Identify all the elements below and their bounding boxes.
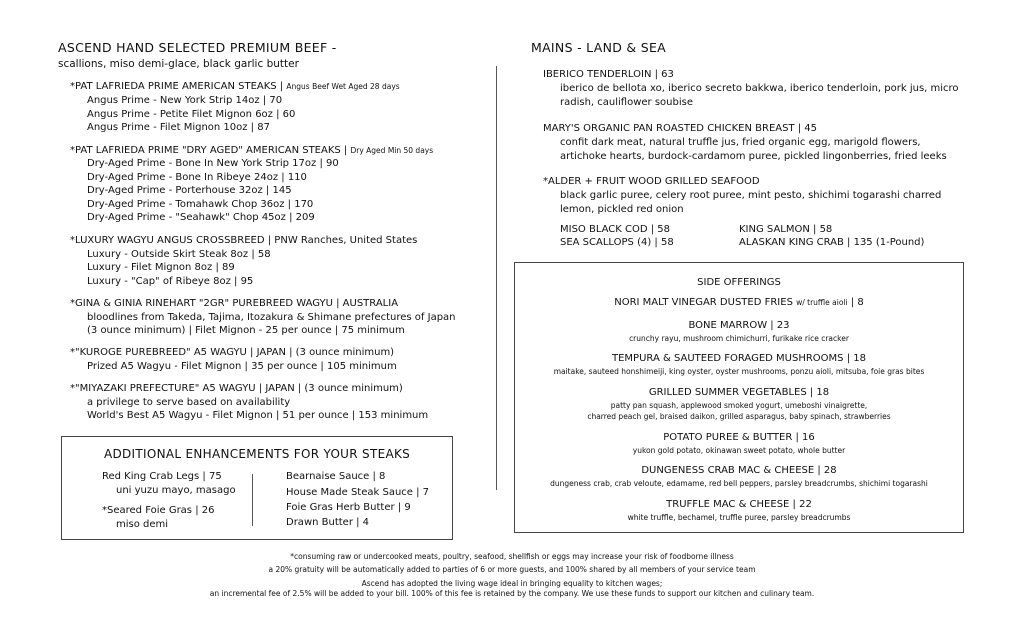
seafood-item: SEA SCALLOPS (4) | 58 [560,237,674,248]
footer-note: Ascend has adopted the living wage ideal in bringing equality to kitchen wages; [361,579,663,588]
footer-note: a 20% gratuity will be automatically added to parties of 6 or more guests, and 100% shared by all members of your service team [268,565,756,574]
main-item-desc: confit dark meat, natural truffle jus, fried organic egg, marigold flowers, [560,137,921,148]
enhancement-desc: uni yuzu mayo, masago [116,485,236,496]
main-item-desc: radish, cauliflower soubise [560,97,693,108]
enhancement-desc: miso demi [116,519,169,530]
mains-title: MAINS - LAND & SEA [531,40,667,55]
beef-item: Dry-Aged Prime - "Seahawk" Chop 45oz | 209 [87,212,315,223]
sides-title: SIDE OFFERINGS [697,277,781,288]
side-item-name: POTATO PUREE & BUTTER | 16 [663,432,815,443]
beef-item: Angus Prime - Petite Filet Mignon 6oz | 60 [87,109,296,120]
column-divider [496,66,497,490]
enhancements-title: ADDITIONAL ENHANCEMENTS FOR YOUR STEAKS [103,447,411,461]
beef-item: World's Best A5 Wagyu - Filet Mignon | 51 per ounce | 153 minimum [87,410,429,421]
main-item-desc: lemon, pickled red onion [560,204,684,215]
beef-item: (3 ounce minimum) | Filet Mignon - 25 per ounce | 75 minimum [87,325,405,336]
beef-item: Dry-Aged Prime - Porterhouse 32oz | 145 [87,185,292,196]
beef-item: Luxury - "Cap" of Ribeye 8oz | 95 [87,276,254,287]
enhancement-item: Red King Crab Legs | 75 [102,471,222,482]
side-item-name: TEMPURA & SAUTEED FORAGED MUSHROOMS | 18 [612,353,866,364]
beef-group-heading: *LUXURY WAGYU ANGUS CROSSBREED | PNW Ranches, United States [70,235,418,246]
side-item-name: TRUFFLE MAC & CHEESE | 22 [666,499,812,510]
main-item-desc: iberico de bellota xo, iberico secreto bakkwa, iberico tenderloin, pork jus, micro [560,83,959,94]
main-item-name: *ALDER + FRUIT WOOD GRILLED SEAFOOD [543,176,760,187]
main-item-name: IBERICO TENDERLOIN | 63 [543,69,674,80]
side-item-name: NORI MALT VINEGAR DUSTED FRIES w/ truffle aioli | 8 [614,297,864,308]
side-item-desc: dungeness crab, crab veloute, edamame, red bell peppers, parsley breadcrumbs, shichimi togarashi [550,479,928,488]
enhancement-item: *Seared Foie Gras | 26 [102,505,215,516]
beef-subtitle: scallions, miso demi-glace, black garlic butter [58,58,299,70]
beef-item: Luxury - Outside Skirt Steak 8oz | 58 [87,249,271,260]
seafood-item: MISO BLACK COD | 58 [560,224,671,235]
seafood-item: ALASKAN KING CRAB | 135 (1-Pound) [739,237,925,248]
main-item-desc: artichoke hearts, burdock-cardamom puree, pickled lingonberries, fried leeks [560,151,947,162]
enhancements-divider [252,474,253,526]
main-item-desc: black garlic puree, celery root puree, mint pesto, shichimi togarashi charred [560,190,942,201]
beef-item: Prized A5 Wagyu - Filet Mignon | 35 per ounce | 105 minimum [87,361,397,372]
beef-group-heading: *"KUROGE PUREBREED" A5 WAGYU | JAPAN | (3 ounce minimum) [70,347,395,358]
beef-item: bloodlines from Takeda, Tajima, Itozakura & Shimane prefectures of Japan [87,312,456,323]
main-item-name: MARY'S ORGANIC PAN ROASTED CHICKEN BREAST | 45 [543,123,818,134]
side-item-desc: maitake, sauteed honshimeiji, king oyster, oyster mushrooms, ponzu aioli, mitsuba, foie gras bites [553,367,925,376]
side-item-name: GRILLED SUMMER VEGETABLES | 18 [648,387,830,398]
beef-item: Dry-Aged Prime - Bone In New York Strip 17oz | 90 [87,158,339,169]
beef-group-heading: *PAT LAFRIEDA PRIME "DRY AGED" AMERICAN STEAKS | Dry Aged Min 50 days [70,145,434,156]
footer-note: *consuming raw or undercooked meats, poultry, seafood, shellfish or eggs may increase your risk of foodborne illness [290,552,734,561]
enhancement-item: Foie Gras Herb Butter | 9 [286,502,411,513]
side-item-desc: crunchy rayu, mushroom chimichurri, furikake rice cracker [629,334,849,343]
enhancement-item: Drawn Butter | 4 [286,517,370,528]
side-item-desc: patty pan squash, applewood smoked yogurt, umeboshi vinaigrette, [610,401,868,410]
beef-item: Angus Prime - Filet Mignon 10oz | 87 [87,122,270,133]
beef-item: Dry-Aged Prime - Tomahawk Chop 36oz | 170 [87,199,314,210]
side-item-desc: white truffle, bechamel, truffle puree, parsley breadcrumbs [627,513,851,522]
beef-item: Dry-Aged Prime - Bone In Ribeye 24oz | 110 [87,172,307,183]
beef-group-heading: *PAT LAFRIEDA PRIME AMERICAN STEAKS | Angus Beef Wet Aged 28 days [70,81,400,92]
beef-item: Angus Prime - New York Strip 14oz | 70 [87,95,283,106]
beef-group-heading: *GINA & GINIA RINEHART "2GR" PUREBREED WAGYU | AUSTRALIA [70,298,399,309]
beef-title: ASCEND HAND SELECTED PREMIUM BEEF - [58,40,337,55]
enhancement-item: Bearnaise Sauce | 8 [286,471,386,482]
beef-item: a privilege to serve based on availability [87,397,291,408]
seafood-item: KING SALMON | 58 [739,224,833,235]
side-item-desc: charred peach gel, braised daikon, grilled asparagus, baby spinach, strawberries [587,412,891,421]
beef-group-heading: *"MIYAZAKI PREFECTURE" A5 WAGYU | JAPAN | (3 ounce minimum) [70,383,403,394]
side-item-name: DUNGENESS CRAB MAC & CHEESE | 28 [641,465,837,476]
side-item-name: BONE MARROW | 23 [688,320,790,331]
footer-note: an incremental fee of 2.5% will be added to your bill. 100% of this fee is retained by the company. We use these funds to support our kitchen and culinary team. [209,589,815,598]
enhancement-item: House Made Steak Sauce | 7 [286,487,430,498]
beef-item: Luxury - Filet Mignon 8oz | 89 [87,262,235,273]
side-item-desc: yukon gold potato, okinawan sweet potato, whole butter [632,446,846,455]
